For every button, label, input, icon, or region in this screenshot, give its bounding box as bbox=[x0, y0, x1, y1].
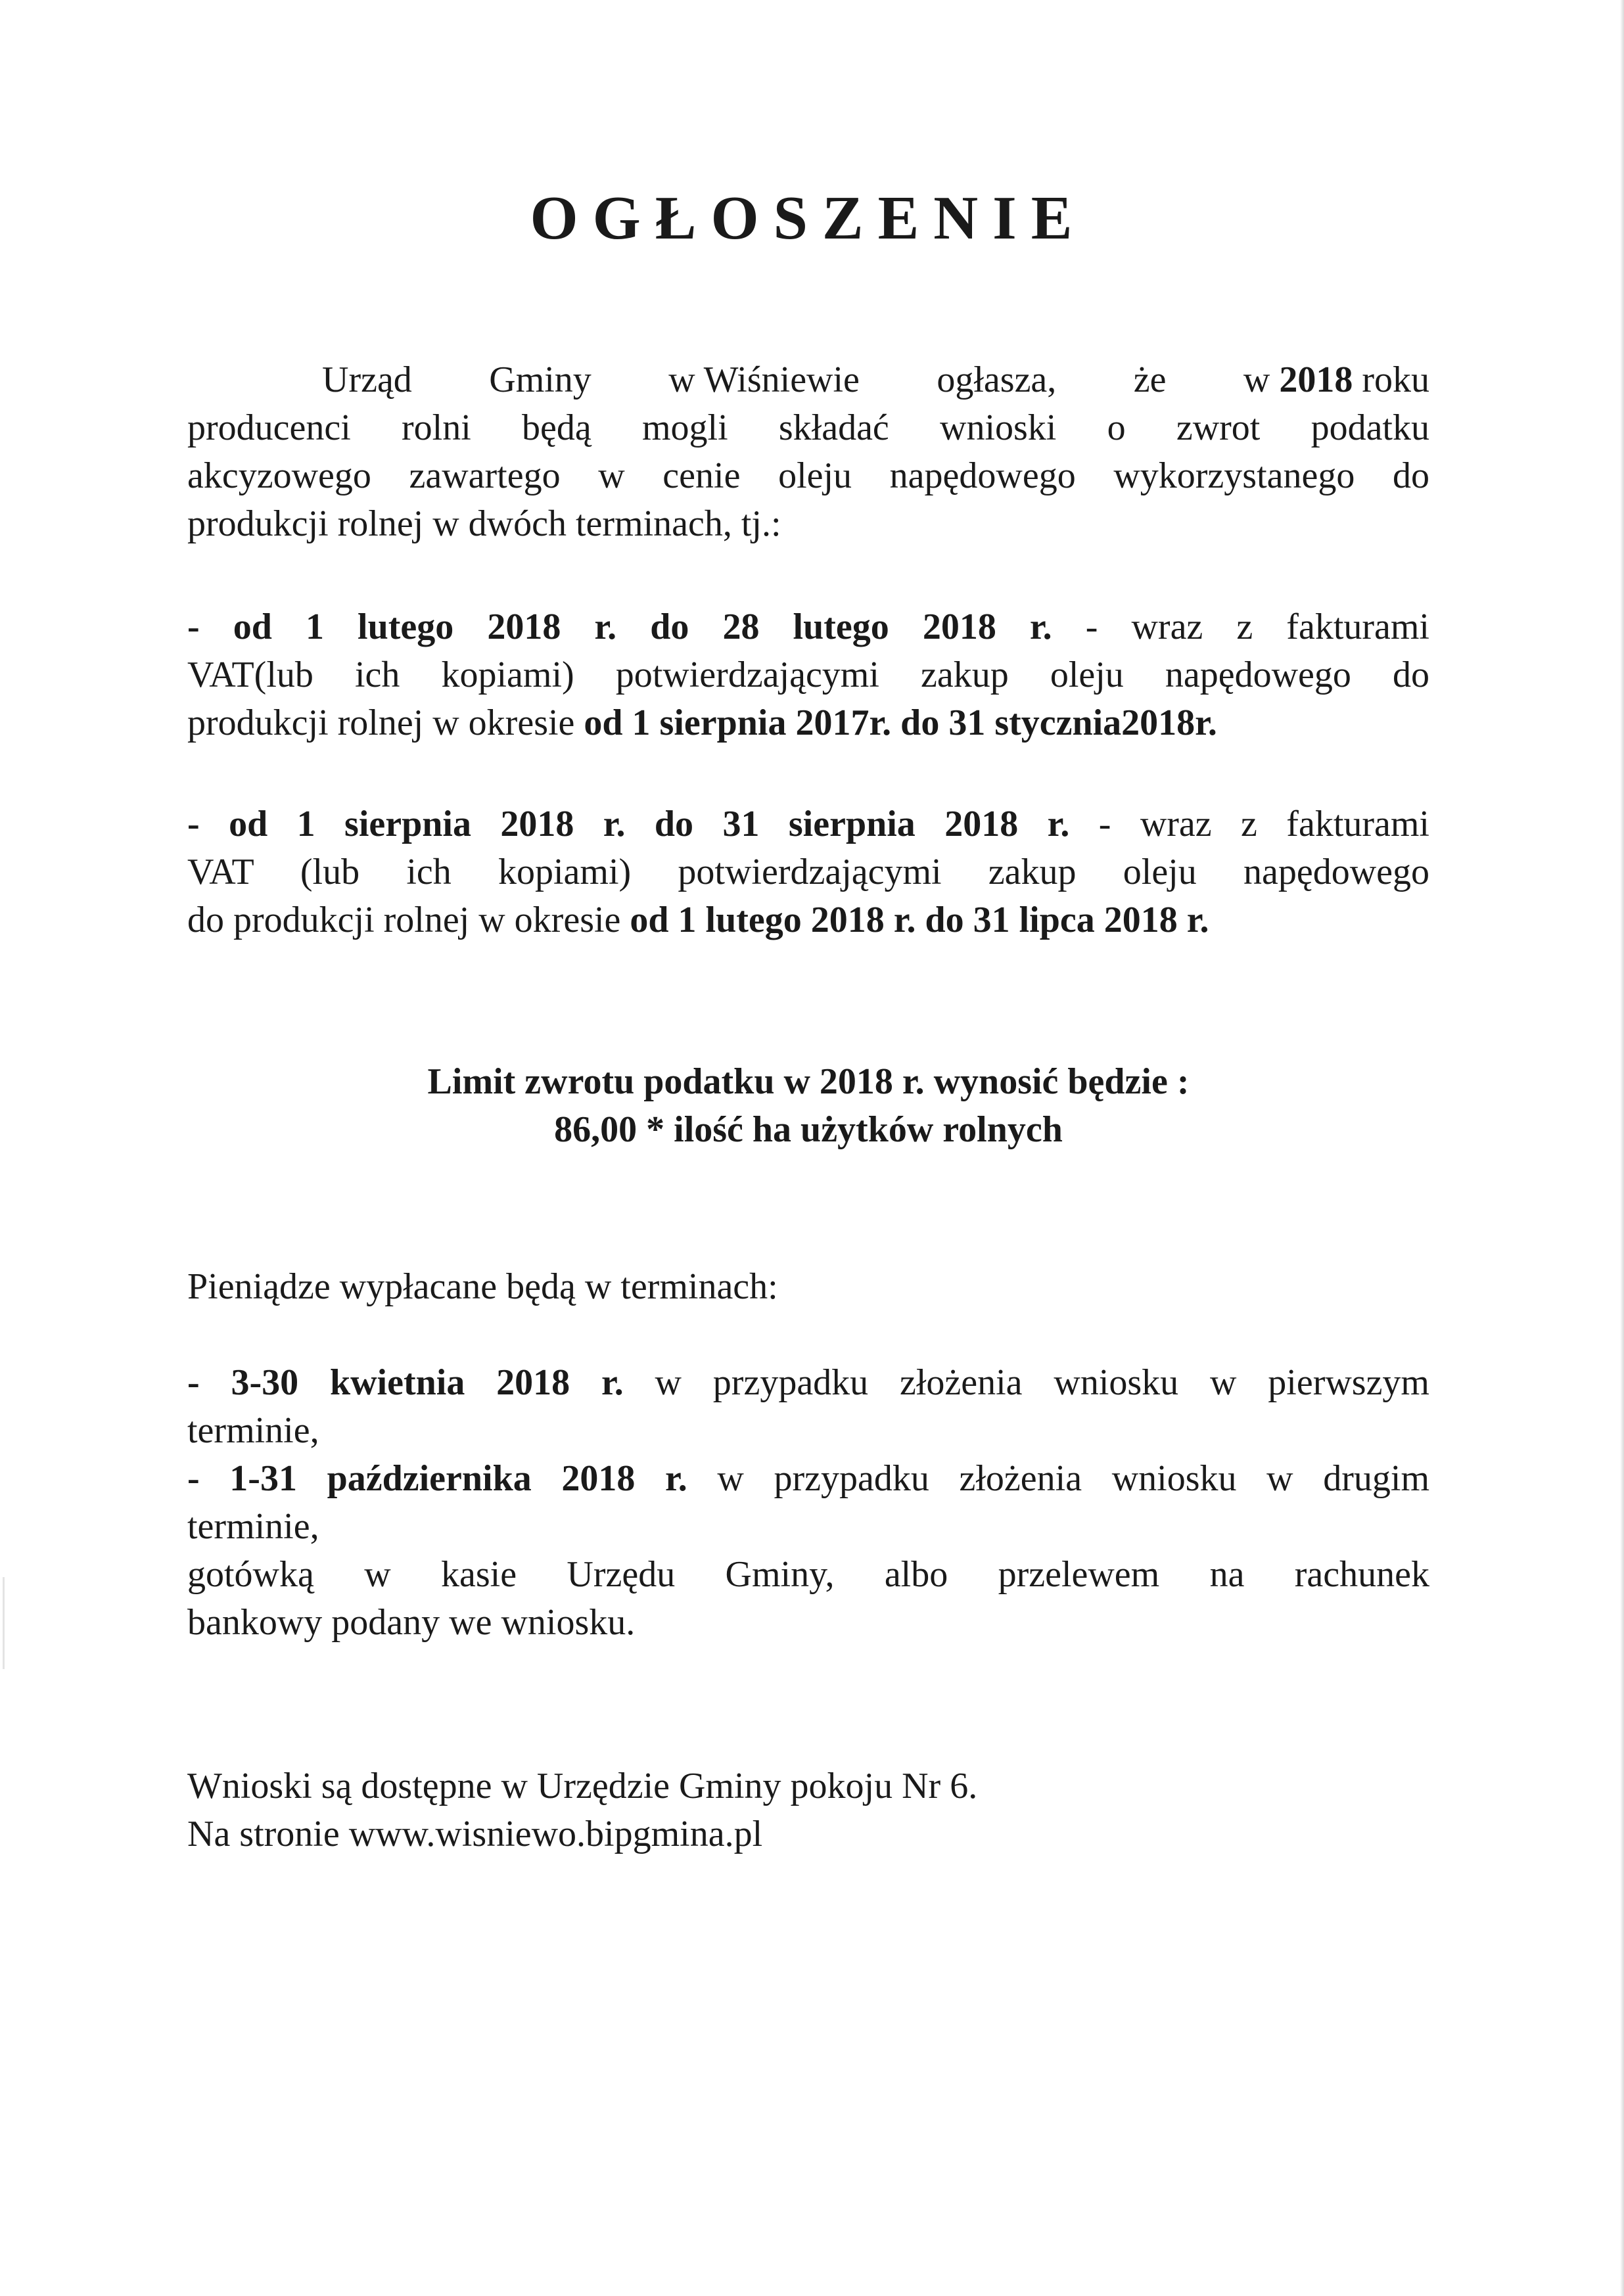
footer-website: Na stronie www.wisniewo.bipgmina.pl bbox=[187, 1814, 763, 1854]
term-1-lead-rest: - wraz z fakturami bbox=[1052, 607, 1429, 647]
intro-word: Gminy bbox=[489, 359, 592, 400]
payment-terms-block bbox=[187, 1359, 1429, 1647]
intro-year-phrase bbox=[1243, 356, 1429, 404]
footer-block bbox=[187, 1762, 1429, 1858]
term-2-paragraph bbox=[187, 800, 1429, 944]
intro-word: w bbox=[1243, 359, 1280, 400]
payment-method-line-1: gotówką w kasie Urzędu Gminy, albo przelewem na rachunek bbox=[187, 1554, 1429, 1595]
intro-word: w Wiśniewie bbox=[668, 359, 860, 400]
footer-line-1: Wnioski są dostępne w Urzędzie Gminy pokoju Nr 6. bbox=[187, 1766, 978, 1806]
scan-mark bbox=[3, 1577, 5, 1669]
payment-item-1-text: w przypadku złożenia wniosku w pierwszym bbox=[623, 1362, 1429, 1403]
limit-block bbox=[187, 1058, 1429, 1154]
term-2-period: od 1 lutego 2018 r. do 31 lipca 2018 r. bbox=[630, 900, 1209, 940]
intro-year: 2018 bbox=[1279, 359, 1353, 400]
intro-line-3: akcyzowego zawartego w cenie oleju napędowego wykorzystanego do bbox=[187, 455, 1429, 496]
intro-line-1 bbox=[187, 356, 1429, 404]
payment-item-1 bbox=[187, 1359, 1429, 1407]
term-2-line-3 bbox=[187, 896, 1429, 944]
payment-heading: Pieniądze wypłacane będą w terminach: bbox=[187, 1266, 778, 1307]
limit-line-2: 86,00 * ilość ha użytków rolnych bbox=[554, 1109, 1063, 1150]
term-2-dates: - od 1 sierpnia 2018 r. do 31 sierpnia 2018 r. bbox=[187, 804, 1070, 844]
term-1-line-1 bbox=[187, 603, 1429, 651]
payment-item-2 bbox=[187, 1455, 1429, 1503]
announcement-title: OGŁOSZENIE bbox=[530, 184, 1087, 252]
payment-item-2-text: w przypadku złożenia wniosku w drugim bbox=[687, 1458, 1429, 1499]
payment-item-2-cont: terminie, bbox=[187, 1506, 319, 1547]
term-1-line-3 bbox=[187, 699, 1429, 747]
term-2-line-2: VAT (lub ich kopiami) potwierdzającymi zakup oleju napędowego bbox=[187, 852, 1429, 892]
term-1-period-label: produkcji rolnej w okresie bbox=[187, 702, 584, 743]
term-1-period: od 1 sierpnia 2017r. do 31 stycznia2018r. bbox=[584, 702, 1217, 743]
intro-word: roku bbox=[1353, 359, 1429, 400]
intro-line-2: producenci rolni będą mogli składać wnioski o zwrot podatku bbox=[187, 407, 1429, 448]
limit-line-1: Limit zwrotu podatku w 2018 r. wynosić będzie : bbox=[427, 1061, 1190, 1102]
intro-word: ogłasza, bbox=[937, 359, 1057, 400]
term-2-line-1 bbox=[187, 800, 1429, 848]
payment-method-line-2: bankowy podany we wniosku. bbox=[187, 1602, 636, 1643]
term-2-period-label: do produkcji rolnej w okresie bbox=[187, 900, 630, 940]
term-1-line-2: VAT(lub ich kopiami) potwierdzającymi zakup oleju napędowego do bbox=[187, 654, 1429, 695]
term-1-dates: - od 1 lutego 2018 r. do 28 lutego 2018 r. bbox=[187, 607, 1052, 647]
payment-heading-block bbox=[187, 1263, 1429, 1311]
term-2-lead-rest: - wraz z fakturami bbox=[1069, 804, 1429, 844]
payment-item-1-cont: terminie, bbox=[187, 1410, 319, 1451]
scan-edge bbox=[1620, 0, 1624, 2296]
intro-word: Urząd bbox=[322, 359, 412, 400]
intro-line-4: produkcji rolnej w dwóch terminach, tj.: bbox=[187, 503, 781, 544]
intro-paragraph bbox=[187, 356, 1429, 548]
payment-item-2-dates: - 1-31 października 2018 r. bbox=[187, 1458, 687, 1499]
payment-item-1-dates: - 3-30 kwietnia 2018 r. bbox=[187, 1362, 624, 1403]
intro-word: że bbox=[1133, 359, 1167, 400]
term-1-paragraph bbox=[187, 603, 1429, 747]
